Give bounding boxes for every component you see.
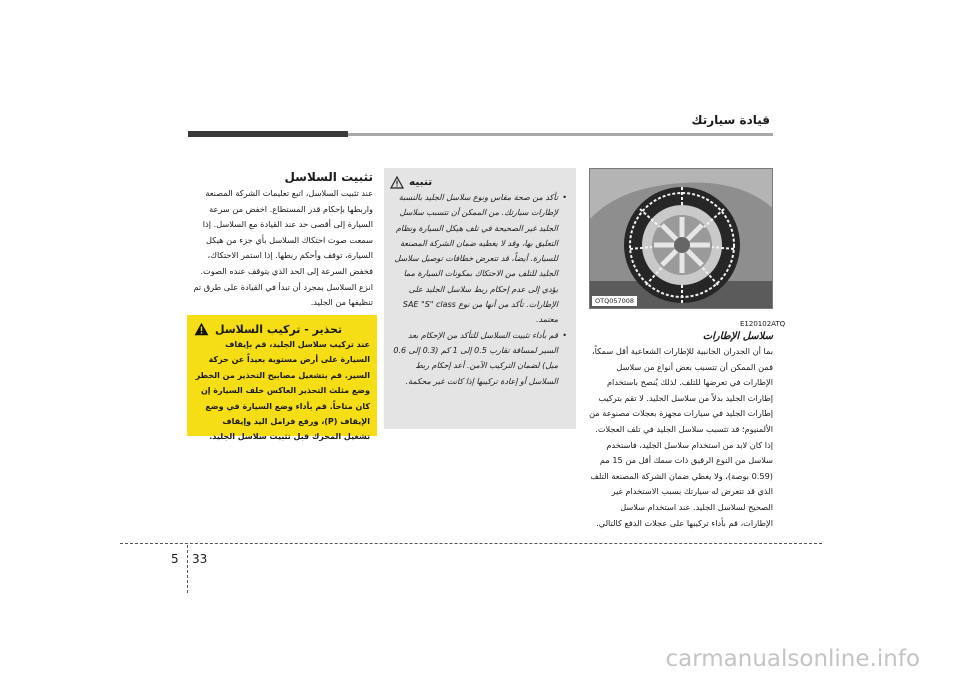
header-bar-dark xyxy=(188,131,348,137)
chapter-title: قيادة سيارتك xyxy=(691,113,770,127)
warning-header xyxy=(390,174,567,190)
caution-box xyxy=(187,315,377,442)
warning-box xyxy=(384,168,576,429)
warning-item: • قم بأداء تثبيت السلاسل للتأكد من الإحكام بعد السير لمسافة تقارب 0.5 إلى 1 كم (0.3 إلى 0.6 ميل) لضمان التركيب الآمن. أعد إحكام ربط السلاسل أو إعادة تركيبها إذا كانت غير محكمة. xyxy=(390,328,567,389)
header-bar-light xyxy=(348,133,773,136)
warning-item: • تأكد من صحة مقاس ونوع سلاسل الجليد بالنسبة لإطارات سيارتك. من الممكن أن تتسبب سلاسل الجليد غير الصحيحة في تلف هيكل السيارة ونظام التعليق بها، وقد لا يغطيه ضمان الشركة المصنعة للسيارة. أيضاً، قد تتعرض خطافات توصيل سلاسل الجليد للتلف من الاحتكاك بمكونات السيارة مما يؤدي إلى عدم إحكام ربط سلاسل الجليد على الإطارات. تأكد من أنها من نوع SAE "S" class معتمد. xyxy=(390,190,567,328)
warning-list xyxy=(390,190,567,389)
chain-installation-section xyxy=(187,168,373,311)
footer-divider xyxy=(120,543,822,544)
watermark: carmanualsonline.info xyxy=(665,646,920,672)
tire-chain-illustration xyxy=(590,169,773,309)
caution-body: عند تركيب سلاسل الجليد، قم بإيقاف السيارة على أرض مستوية بعيداً عن حركة السير. قم بتشغيل مصابيح التحذير من الخطر وضع مثلث التحذير العاكس خلف السيارة إن كان متاحاً. قم بأداء وضع السيارة في وضع الإيقاف (P)، ورفع فرامل اليد وإيقاف تشغيل المحرك قبل تثبيت سلاسل الجليد. xyxy=(195,340,370,442)
caution-title: تحذير - تركيب السلاسل xyxy=(215,322,343,336)
caution-header xyxy=(194,321,370,337)
chain-installation-heading: تثبيت السلاسل xyxy=(284,170,373,184)
tire-chains-body: بما أن الجدران الجانبية للإطارات الشعاعية أقل سمكاً، فمن الممكن أن تتسبب بعض أنواع من سلاسل الإطارات في تعرضها للتلف. لذلك يُنصح باستخدام إطارات الجليد بدلاً من سلاسل الجليد. لا تقم بتركيب إطارات الجليد في سيارات مجهزة بعجلات مصنوعة من الألمنيوم؛ قد تتسبب سلاسل الجليد في تلف العجلات. إذا كان لابد من استخدام سلاسل الجليد، فاستخدم سلاسل من النوع الرقيق ذات سمك أقل من 15 مم (0.59 بوصة)، ولا يغطي ضمان الشركة المصنعة التلف الذي قد تتعرض له سيارتك بسبب الاستخدام غير الصحيح لسلاسل الجليد. عند استخدام سلاسل الإطارات، قم بأداء تركيبها على عجلات الدفع كالتالي. xyxy=(589,346,773,528)
footer-vertical-divider xyxy=(187,545,188,593)
caution-triangle-icon xyxy=(194,322,209,336)
photo-code: OTQ057008 xyxy=(592,296,637,306)
warning-triangle-icon xyxy=(390,176,404,189)
reference-code: E120102ATQ xyxy=(740,320,786,328)
tire-chains-section xyxy=(589,330,773,531)
warning-title: تنبيه xyxy=(409,176,433,188)
chain-installation-body: عند تثبيت السلاسل، اتبع تعليمات الشركة المصنعة واربطها بإحكام قدر المستطاع. اخفض من سرعة السيارة إلى أقصى حد عند القيادة مع السلاسل. إذا سمعت صوت احتكاك السلاسل بأي جزء من هيكل السيارة، توقف وأحكم ربطها. إذا استمر الاحتكاك، فخفض السرعة إلى الحد الذي يتوقف عنده الصوت. انزع السلاسل بمجرد أن تبدأ في القيادة على طرق تم تنظيفها من الجليد. xyxy=(193,188,373,308)
tire-chains-heading: سلاسل الإطارات xyxy=(702,331,773,342)
page-number: 33 xyxy=(192,552,208,566)
section-number: 5 xyxy=(171,552,179,566)
tire-chain-photo xyxy=(589,168,773,309)
